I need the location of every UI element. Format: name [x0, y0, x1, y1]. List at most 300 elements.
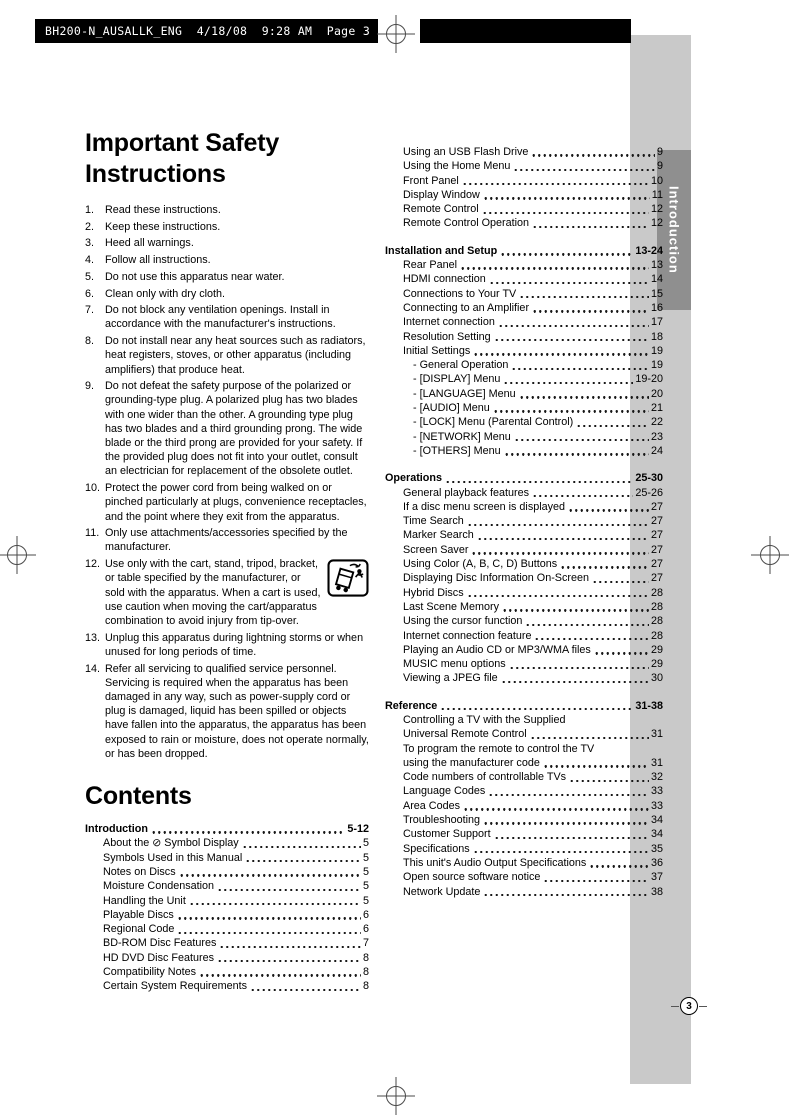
toc-entry-label: Marker Search — [403, 529, 474, 542]
toc-entry-label: Installation and Setup — [385, 244, 498, 257]
toc-entry — [385, 856, 663, 870]
dot-leader — [594, 652, 649, 654]
toc-entry — [385, 272, 663, 286]
safety-item-text: Keep these instructions. — [105, 220, 221, 233]
toc-entry-page: 6 — [362, 908, 369, 921]
toc-entry-label: Introduction — [85, 823, 148, 836]
toc-entry-label: Specifications — [403, 842, 470, 855]
toc-entry-page: 38 — [650, 885, 663, 898]
dot-leader — [217, 960, 361, 962]
toc-entry-label: Connecting to an Amplifier — [403, 301, 530, 314]
dot-leader — [509, 667, 649, 669]
toc-entry — [385, 600, 663, 614]
toc-entry — [385, 430, 663, 444]
dot-leader — [501, 681, 649, 683]
toc-entry-page: 5 — [362, 894, 369, 907]
toc-entry-page: 28 — [650, 586, 663, 599]
toc-entry-label: Reference — [385, 699, 438, 712]
dot-leader — [493, 410, 649, 412]
toc-entry — [385, 643, 663, 657]
toc-entry-label: About the ⊘ Symbol Display — [103, 837, 239, 850]
dot-leader — [502, 609, 649, 611]
toc-entry — [85, 908, 369, 922]
safety-item — [85, 662, 369, 761]
toc-entry-label: - [NETWORK] Menu — [413, 430, 511, 443]
toc-entry-page: 14 — [650, 273, 663, 286]
safety-item — [85, 526, 369, 554]
safety-item-text: Follow all instructions. — [105, 254, 211, 267]
toc-entry — [385, 614, 663, 628]
toc-entry — [385, 827, 663, 841]
toc-entry-label: Playable Discs — [103, 908, 174, 921]
dot-leader — [250, 989, 361, 991]
registration-mark-top — [386, 24, 406, 44]
toc-entry-page: 28 — [650, 615, 663, 628]
toc-entry — [385, 202, 663, 216]
safety-title — [85, 128, 369, 190]
toc-entry — [85, 951, 369, 965]
toc-entry — [385, 258, 663, 272]
dot-leader — [514, 439, 649, 441]
toc-entry-label: Compatibility Notes — [103, 965, 197, 978]
toc-entry-page: 25-26 — [635, 486, 663, 499]
toc-entry — [85, 865, 369, 879]
toc-entry-page: 12 — [650, 203, 663, 216]
toc-entry-label: Language Codes — [403, 785, 486, 798]
safety-item-text: Unplug this apparatus during lightning storms or when unused for long periods of time. — [105, 631, 364, 658]
toc-entry-label: Open source software notice — [403, 871, 541, 884]
safety-item-text: Protect the power cord from being walked on or pinched particularly at plugs, convenience receptacles, and the point where they exit from the apparatus. — [105, 482, 367, 523]
toc-entry-label: using the manufacturer code — [403, 756, 540, 769]
toc-entry-page: 29 — [650, 658, 663, 671]
toc-entry — [385, 415, 663, 429]
safety-item-number: 4. — [85, 254, 95, 267]
safety-item-text: Refer all servicing to qualified service personnel. Servicing is required when the apparatus has been damaged in any way, such as power-supply cord or plug is damaged, liquid has been spilled or objects have fallen into the apparatus, the apparatus has been exposed to rain or moisture, does not operate normally, or has been dropped. — [105, 662, 369, 760]
toc-entry-label: Symbols Used in this Manual — [103, 851, 243, 864]
dot-leader — [525, 624, 649, 626]
safety-item-number: 1. — [85, 204, 95, 216]
toc-entry-page: 18 — [650, 330, 663, 343]
dot-leader — [511, 368, 649, 370]
toc-entry-page: 8 — [362, 951, 369, 964]
toc-entry-label: Using the cursor function — [403, 615, 523, 628]
toc-entry — [385, 528, 663, 542]
dot-leader — [467, 595, 649, 597]
toc-entry-label: HD DVD Disc Features — [103, 951, 214, 964]
toc-left-column — [85, 822, 369, 994]
toc-entry — [85, 965, 369, 979]
toc-entry — [385, 799, 663, 813]
toc-entry — [385, 713, 663, 727]
toc-entry-label: - [LOCK] Menu (Parental Control) — [413, 416, 574, 429]
toc-entry-label: Regional Code — [103, 923, 175, 936]
dot-leader — [462, 183, 649, 185]
toc-entry — [385, 885, 663, 899]
dot-leader — [519, 296, 649, 298]
toc-entry-label: General playback features — [403, 486, 530, 499]
dot-leader — [589, 865, 649, 867]
dot-leader — [494, 837, 649, 839]
right-column — [385, 145, 663, 899]
toc-entry-label: Using Color (A, B, C, D) Buttons — [403, 558, 558, 571]
toc-entry-label: - [DISPLAY] Menu — [413, 373, 501, 386]
safety-item-text: Use only with the cart, stand, tripod, bracket, or table specified by the manufacturer, or sold with the apparatus. When a cart is used, use caution when moving the cart/apparatus combination to avoid injury from tip-over. — [105, 557, 369, 628]
safety-title-line2: Instructions — [85, 160, 226, 188]
toc-entry — [85, 936, 369, 950]
toc-entry-label: Certain System Requirements — [103, 980, 248, 993]
registration-mark-left — [7, 545, 27, 565]
dot-leader — [460, 267, 649, 269]
toc-right-column — [385, 145, 663, 899]
toc-entry-page: 13 — [650, 259, 663, 272]
safety-item-number: 13. — [85, 631, 101, 644]
toc-entry — [385, 571, 663, 585]
dot-leader — [245, 860, 361, 862]
dot-leader — [519, 396, 649, 398]
toc-entry-label: Initial Settings — [403, 344, 471, 357]
dot-leader — [471, 552, 649, 554]
toc-entry — [385, 315, 663, 329]
toc-entry-label: BD-ROM Disc Features — [103, 937, 217, 950]
toc-entry-label: Customer Support — [403, 828, 491, 841]
left-column — [85, 128, 369, 994]
toc-entry — [85, 979, 369, 993]
toc-entry — [385, 387, 663, 401]
toc-entry — [385, 586, 663, 600]
toc-entry — [385, 727, 663, 741]
toc-entry-label: Code numbers of controllable TVs — [403, 771, 567, 784]
toc-entry — [385, 330, 663, 344]
safety-item — [85, 203, 369, 217]
toc-entry-label: Hybrid Discs — [403, 586, 464, 599]
toc-entry-label: Screen Saver — [403, 543, 469, 556]
toc-entry — [385, 145, 663, 159]
toc-entry-page: 13-24 — [635, 244, 663, 257]
dot-leader — [576, 425, 649, 427]
dot-leader — [532, 495, 633, 497]
toc-entry-label: Controlling a TV with the Supplied — [403, 713, 566, 726]
toc-entry-page: 30 — [650, 672, 663, 685]
safety-item — [85, 631, 369, 659]
page-number-badge — [680, 997, 698, 1015]
dot-leader — [177, 932, 361, 934]
dot-leader — [494, 339, 649, 341]
safety-item-text: Clean only with dry cloth. — [105, 287, 226, 300]
toc-entry — [385, 557, 663, 571]
toc-entry-page: 8 — [362, 965, 369, 978]
toc-entry-label: Resolution Setting — [403, 330, 491, 343]
dot-leader — [219, 946, 361, 948]
print-header-bar — [35, 19, 631, 43]
registration-mark-right — [760, 545, 780, 565]
dot-leader — [473, 353, 649, 355]
dot-leader — [489, 282, 649, 284]
toc-entry-label: - [LANGUAGE] Menu — [413, 387, 516, 400]
registration-mark-bottom — [386, 1086, 406, 1106]
toc-entry-page: 20 — [650, 387, 663, 400]
toc-entry-label: - [OTHERS] Menu — [413, 444, 501, 457]
toc-entry-page: 19 — [650, 359, 663, 372]
toc-entry — [385, 486, 663, 500]
safety-title-line1: Important Safety — [85, 129, 280, 157]
dot-leader — [440, 708, 633, 710]
contents-title: Contents — [85, 782, 192, 811]
toc-entry-label: Moisture Condensation — [103, 880, 215, 893]
dot-leader — [242, 846, 361, 848]
safety-item-text: Read these instructions. — [105, 204, 221, 216]
safety-item-number: 9. — [85, 380, 95, 393]
toc-entry-page: 29 — [650, 643, 663, 656]
toc-entry-label: Time Search — [403, 515, 464, 528]
dot-leader — [482, 212, 649, 214]
toc-entry — [385, 657, 663, 671]
toc-entry-label: MUSIC menu options — [403, 658, 506, 671]
toc-entry-page: 28 — [650, 600, 663, 613]
safety-item — [85, 303, 369, 331]
dot-leader — [473, 851, 649, 853]
dot-leader — [498, 325, 649, 327]
dot-leader — [513, 169, 655, 171]
toc-entry-page: 33 — [650, 799, 663, 812]
toc-entry — [385, 216, 663, 230]
toc-entry — [385, 401, 663, 415]
safety-item — [85, 253, 369, 267]
safety-item-number: 8. — [85, 335, 95, 348]
toc-entry-page: 22 — [650, 416, 663, 429]
toc-entry-page: 27 — [650, 558, 663, 571]
toc-entry-label: Remote Control Operation — [403, 217, 530, 230]
toc-entry-label: Viewing a JPEG file — [403, 672, 498, 685]
toc-entry — [85, 879, 369, 893]
toc-entry-page: 5-12 — [347, 823, 369, 836]
toc-entry-page: 37 — [650, 871, 663, 884]
safety-item-text: Do not use this apparatus near water. — [105, 270, 285, 283]
toc-entry-page: 12 — [650, 217, 663, 230]
toc-entry — [385, 301, 663, 315]
toc-entry-label: Operations — [385, 472, 442, 485]
toc-entry-page: 31 — [650, 756, 663, 769]
toc-entry-label: Troubleshooting — [403, 814, 481, 827]
toc-entry-label: Universal Remote Control — [403, 728, 527, 741]
page-number: 3 — [686, 1000, 692, 1012]
toc-entry-page: 27 — [650, 572, 663, 585]
toc-entry — [385, 287, 663, 301]
dot-leader — [504, 453, 649, 455]
toc-entry — [385, 444, 663, 458]
toc-entry-label: HDMI connection — [403, 273, 486, 286]
safety-item-text: Do not defeat the safety purpose of the polarized or grounding-type plug. A polarized plug has two blades with one wider than the other. A grounding type plug has two blades and a third grounding prong. The wide blade or the third prong are provided for your safety. If the provided plug does not fit into your outlet, consult an electrician for replacement of the obsolete outlet. — [105, 380, 363, 478]
safety-item-number: 3. — [85, 237, 95, 250]
dot-leader — [560, 566, 649, 568]
safety-item-text: Do not install near any heat sources such as radiators, heat registers, stoves, or other apparatus (including amplifiers) that produce heat. — [105, 335, 366, 376]
safety-item-number: 6. — [85, 287, 95, 300]
toc-entry-page: 27 — [650, 500, 663, 513]
toc-entry-page: 21 — [650, 402, 663, 415]
safety-item-number: 14. — [85, 662, 101, 675]
dot-leader — [463, 808, 649, 810]
safety-item — [85, 379, 369, 478]
dot-leader — [179, 874, 361, 876]
toc-entry-page: 17 — [650, 316, 663, 329]
toc-entry-label: To program the remote to control the TV — [403, 742, 595, 755]
safety-item-number: 12. — [85, 558, 101, 571]
toc-entry-page: 31 — [650, 728, 663, 741]
print-header-text: BH200-N_AUSALLK_ENG 4/18/08 9:28 AM Page 3 — [45, 24, 371, 38]
toc-entry — [385, 344, 663, 358]
toc-entry-page: 11 — [651, 188, 663, 201]
toc-entry-label: Connections to Your TV — [403, 287, 517, 300]
dot-leader — [477, 538, 649, 540]
safety-item — [85, 334, 369, 377]
toc-entry-page: 32 — [650, 771, 663, 784]
toc-entry — [385, 358, 663, 372]
chapter-tab-label: Introduction — [666, 186, 682, 274]
dot-leader — [500, 253, 633, 255]
dot-leader — [177, 917, 361, 919]
toc-section-heading — [385, 244, 663, 258]
toc-entry — [385, 159, 663, 173]
dot-leader — [483, 894, 649, 896]
safety-item-number: 11. — [85, 527, 100, 540]
safety-item — [85, 287, 369, 301]
toc-entry-page: 28 — [650, 629, 663, 642]
toc-entry-label: Notes on Discs — [103, 865, 176, 878]
toc-entry-label: This unit's Audio Output Specifications — [403, 856, 587, 869]
toc-entry-page: 19-20 — [635, 373, 663, 386]
toc-entry-page: 27 — [650, 529, 663, 542]
toc-section-heading — [385, 699, 663, 713]
toc-entry-label: Handling the Unit — [103, 894, 186, 907]
safety-item-number: 10. — [85, 482, 101, 495]
dot-leader — [189, 903, 361, 905]
dot-leader — [531, 154, 655, 156]
safety-item-number: 2. — [85, 220, 95, 233]
toc-entry-page: 34 — [650, 828, 663, 841]
safety-item-text: Heed all warnings. — [105, 237, 194, 250]
toc-entry-page: 16 — [650, 301, 663, 314]
toc-entry-label: Front Panel — [403, 174, 459, 187]
toc-entry-page: 27 — [650, 543, 663, 556]
dot-leader — [543, 765, 649, 767]
dot-leader — [532, 226, 649, 228]
toc-entry-page: 27 — [650, 515, 663, 528]
toc-entry-label: Area Codes — [403, 799, 461, 812]
toc-entry — [385, 500, 663, 514]
dot-leader — [503, 382, 633, 384]
toc-entry-page: 33 — [650, 785, 663, 798]
safety-item-text: Only use attachments/accessories specified by the manufacturer. — [105, 527, 348, 554]
dot-leader — [467, 524, 649, 526]
safety-item — [85, 236, 369, 250]
toc-entry-label: Displaying Disc Information On-Screen — [403, 572, 590, 585]
toc-entry-page: 24 — [650, 444, 663, 457]
toc-entry — [85, 894, 369, 908]
safety-item — [85, 220, 369, 234]
toc-section-heading — [85, 822, 369, 836]
toc-entry-page: 5 — [362, 851, 369, 864]
toc-entry — [85, 922, 369, 936]
dot-leader — [592, 581, 649, 583]
toc-entry-label: Network Update — [403, 885, 481, 898]
safety-item — [85, 557, 369, 628]
toc-entry-label: Display Window — [403, 188, 480, 201]
toc-entry — [385, 813, 663, 827]
toc-entry-page: 5 — [362, 837, 369, 850]
toc-entry-page: 15 — [650, 287, 663, 300]
toc-entry — [385, 372, 663, 386]
dot-leader — [483, 822, 649, 824]
dot-leader — [151, 831, 345, 833]
toc-entry — [385, 870, 663, 884]
dot-leader — [199, 974, 361, 976]
toc-entry-page: 34 — [650, 814, 663, 827]
dot-leader — [568, 509, 649, 511]
dot-leader — [532, 310, 649, 312]
toc-entry-label: Playing an Audio CD or MP3/WMA files — [403, 643, 591, 656]
toc-entry — [385, 188, 663, 202]
toc-entry-page: 7 — [362, 937, 369, 950]
toc-entry — [385, 756, 663, 770]
safety-item-number: 7. — [85, 304, 95, 317]
toc-entry-page: 31-38 — [635, 699, 663, 712]
toc-entry-label: - [AUDIO] Menu — [413, 402, 490, 415]
toc-entry — [85, 836, 369, 850]
toc-entry — [385, 784, 663, 798]
toc-entry-page: 6 — [362, 923, 369, 936]
toc-entry-label: Remote Control — [403, 203, 479, 216]
dot-leader — [543, 880, 649, 882]
toc-entry-page: 25-30 — [635, 472, 663, 485]
toc-entry — [385, 842, 663, 856]
toc-entry — [385, 671, 663, 685]
toc-entry-label: Internet connection feature — [403, 629, 532, 642]
toc-entry-page: 36 — [650, 856, 663, 869]
dot-leader — [445, 481, 633, 483]
toc-entry — [385, 629, 663, 643]
toc-entry-page: 35 — [650, 842, 663, 855]
toc-entry-page: 9 — [656, 146, 663, 158]
toc-entry-page: 9 — [656, 160, 663, 173]
toc-entry-page: 19 — [650, 344, 663, 357]
safety-item-text: Do not block any ventilation openings. Install in accordance with the manufacturer's instructions. — [105, 304, 336, 331]
toc-entry-label: Using the Home Menu — [403, 160, 511, 173]
toc-entry-label: Internet connection — [403, 316, 495, 329]
dot-leader — [534, 638, 649, 640]
safety-instructions-list — [85, 203, 369, 761]
safety-item — [85, 270, 369, 284]
toc-entry-label: Rear Panel — [403, 259, 458, 272]
dot-leader — [569, 780, 649, 782]
dot-leader — [530, 737, 649, 739]
toc-entry — [385, 742, 663, 756]
toc-entry-label: Last Scene Memory — [403, 600, 500, 613]
toc-entry-page: 5 — [362, 865, 369, 878]
toc-entry-page: 8 — [362, 980, 369, 993]
toc-entry — [385, 514, 663, 528]
toc-section-heading — [385, 471, 663, 485]
toc-entry-page: 10 — [650, 174, 663, 187]
dot-leader — [483, 197, 650, 199]
toc-entry — [385, 770, 663, 784]
toc-entry-label: If a disc menu screen is displayed — [403, 500, 566, 513]
toc-entry-label: Using an USB Flash Drive — [403, 146, 529, 158]
dot-leader — [217, 889, 361, 891]
dot-leader — [488, 794, 649, 796]
safety-item — [85, 481, 369, 524]
toc-entry — [385, 174, 663, 188]
toc-entry-page: 23 — [650, 430, 663, 443]
toc-entry-label: - General Operation — [413, 359, 509, 372]
